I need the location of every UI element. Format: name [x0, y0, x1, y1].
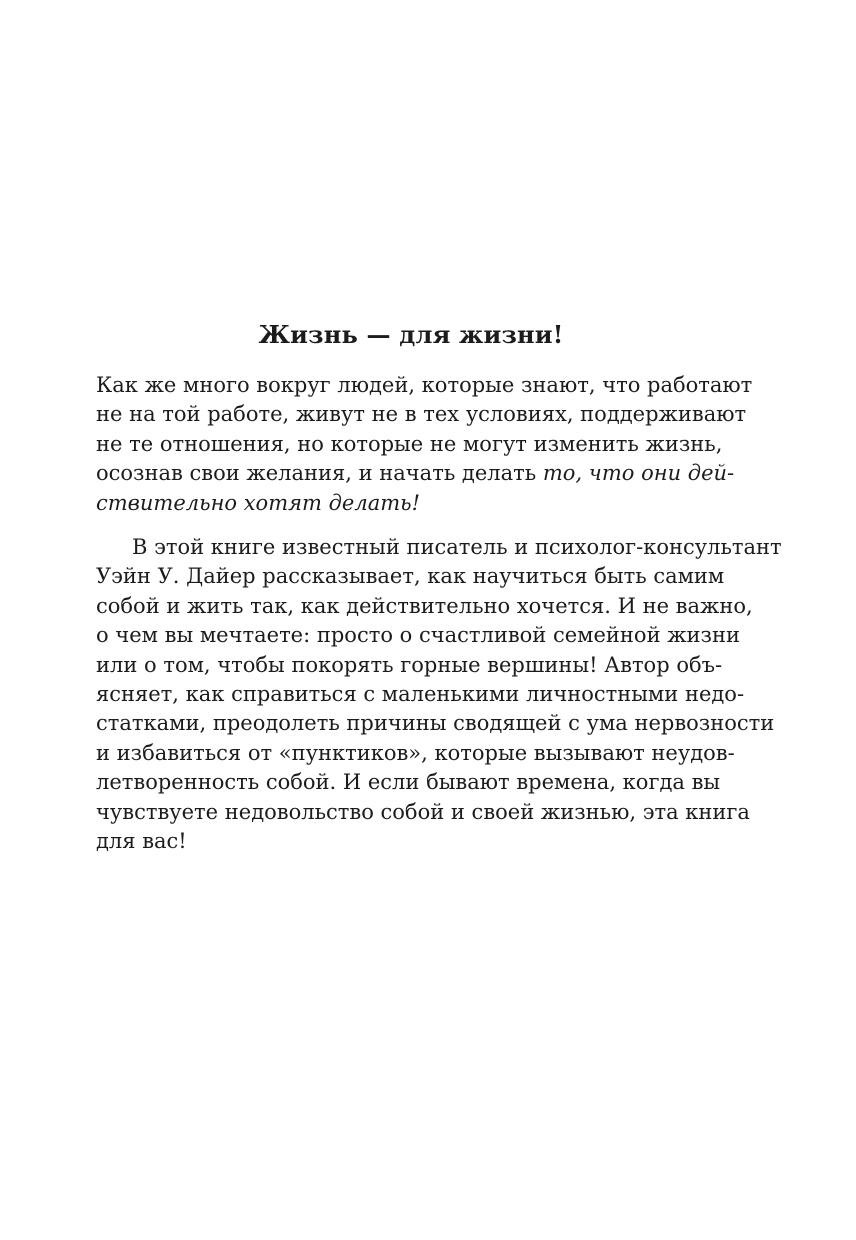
intro-line-4-text: осознав свои желания, и начать делать: [96, 461, 543, 486]
intro-line-5: [96, 489, 726, 518]
body-line-4: о чем вы мечтаете: просто о счастливой семейной жизни: [96, 623, 740, 648]
body-line-2: Уэйн У. Дайер рассказывает, как научиться быть самим: [96, 564, 725, 589]
body-line-1: В этой книге известный писатель и психолог-консультант: [132, 535, 782, 559]
intro-paragraph: [96, 371, 753, 518]
intro-line-5-italic: ствительно хотят делать!: [96, 490, 421, 515]
body-line-3: собой и жить так, как действительно хочется. И не важно,: [96, 593, 753, 618]
body-line-6: ясняет, как справиться с маленькими личностными недо-: [96, 682, 745, 707]
intro-line-4: [96, 459, 735, 488]
body-line-5: или о том, чтобы покорять горные вершины! Автор объ-: [96, 652, 723, 677]
body-paragraph: [96, 533, 782, 856]
intro-line-3: не те отношения, но которые не могут изменить жизнь,: [96, 431, 723, 456]
body-line-10: чувствуете недовольство собой и своей жизнью, эта книга: [96, 799, 750, 824]
intro-line-4-italic: то, что они дей-: [542, 461, 735, 486]
page-title: Жизнь — для жизни!: [258, 320, 564, 349]
intro-line-1: Как же много вокруг людей, которые знают, что работают: [96, 373, 753, 397]
body-line-11: для вас!: [96, 829, 187, 854]
body-line-8: и избавиться от «пунктиков», которые вызывают неудов-: [96, 740, 735, 765]
body-line-9: летворенность собой. И если бывают времена, когда вы: [96, 770, 721, 795]
body-line-7: статками, преодолеть причины сводящей с ума нервозности: [96, 711, 775, 736]
intro-line-2: не на той работе, живут не в тех условиях, поддерживают: [96, 402, 747, 427]
